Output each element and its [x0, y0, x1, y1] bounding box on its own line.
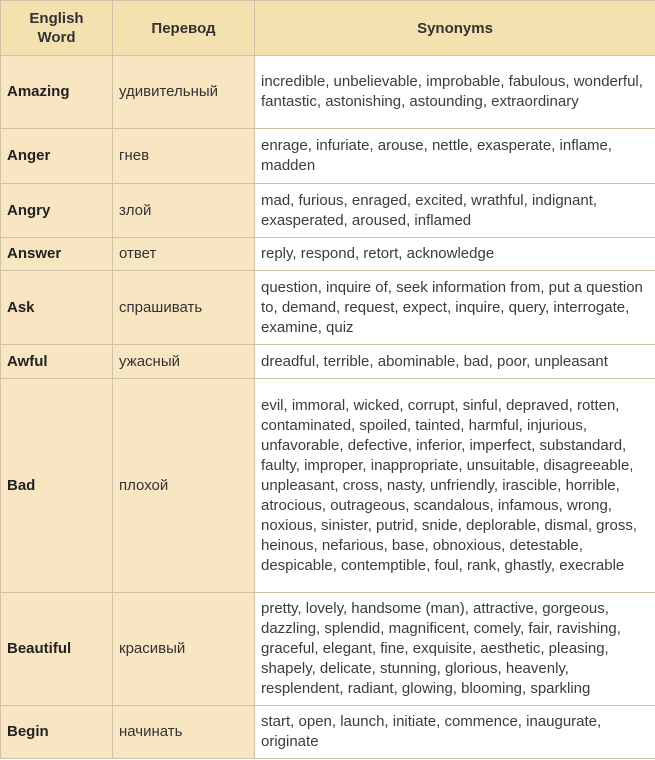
table-row	[1, 271, 655, 345]
table-row	[1, 56, 655, 129]
translation-cell: спрашивать	[113, 271, 255, 345]
table-row	[1, 706, 655, 759]
word-cell: Bad	[1, 379, 113, 593]
synonyms-cell: mad, furious, enraged, excited, wrathful, indignant, exasperated, aroused, inflamed	[255, 184, 655, 238]
header-translation: Перевод	[113, 1, 255, 56]
synonyms-cell: enrage, infuriate, arouse, nettle, exasperate, inflame, madden	[255, 129, 655, 184]
synonyms-cell: evil, immoral, wicked, corrupt, sinful, depraved, rotten, contaminated, spoiled, tainted, harmful, injurious, unfavorable, defective, inferior, imperfect, substandard, faulty, improper, inappropriate, unsuitable, disagreeable, unpleasant, cross, nasty, unfriendly, irascible, horrible, atrocious, outrageous, scandalous, infamous, wrong, noxious, sinister, putrid, snide, deplorable, dismal, gross, heinous, nefarious, base, obnoxious, detestable, despicable, contemptible, foul, rank, ghastly, execrable	[255, 379, 655, 593]
translation-cell: плохой	[113, 379, 255, 593]
translation-cell: удивительный	[113, 56, 255, 129]
table-row	[1, 345, 655, 379]
synonyms-cell: reply, respond, retort, acknowledge	[255, 238, 655, 271]
table-row	[1, 379, 655, 593]
translation-cell: красивый	[113, 593, 255, 706]
word-cell: Angry	[1, 184, 113, 238]
translation-cell: ответ	[113, 238, 255, 271]
word-cell: Begin	[1, 706, 113, 759]
word-cell: Amazing	[1, 56, 113, 129]
word-cell: Ask	[1, 271, 113, 345]
word-cell: Beautiful	[1, 593, 113, 706]
translation-cell: злой	[113, 184, 255, 238]
header-row	[1, 1, 655, 56]
word-cell: Answer	[1, 238, 113, 271]
word-cell: Awful	[1, 345, 113, 379]
table-row	[1, 593, 655, 706]
synonyms-cell: incredible, unbelievable, improbable, fabulous, wonderful, fantastic, astonishing, astounding, extraordinary	[255, 56, 655, 129]
table-row	[1, 129, 655, 184]
translation-cell: начинать	[113, 706, 255, 759]
translation-cell: ужасный	[113, 345, 255, 379]
table-row	[1, 184, 655, 238]
table-row	[1, 238, 655, 271]
header-english-word: English Word	[1, 1, 113, 56]
header-synonyms: Synonyms	[255, 1, 655, 56]
synonyms-cell: pretty, lovely, handsome (man), attractive, gorgeous, dazzling, splendid, magnificent, comely, fair, ravishing, graceful, elegant, fine, exquisite, aesthetic, pleasing, shapely, delicate, stunning, glorious, heavenly, resplendent, radiant, glowing, blooming, sparkling	[255, 593, 655, 706]
word-cell: Anger	[1, 129, 113, 184]
synonyms-cell: question, inquire of, seek information from, put a question to, demand, request, expect, inquire, query, interrogate, examine, quiz	[255, 271, 655, 345]
translation-cell: гнев	[113, 129, 255, 184]
synonyms-cell: start, open, launch, initiate, commence, inaugurate, originate	[255, 706, 655, 759]
synonyms-cell: dreadful, terrible, abominable, bad, poor, unpleasant	[255, 345, 655, 379]
